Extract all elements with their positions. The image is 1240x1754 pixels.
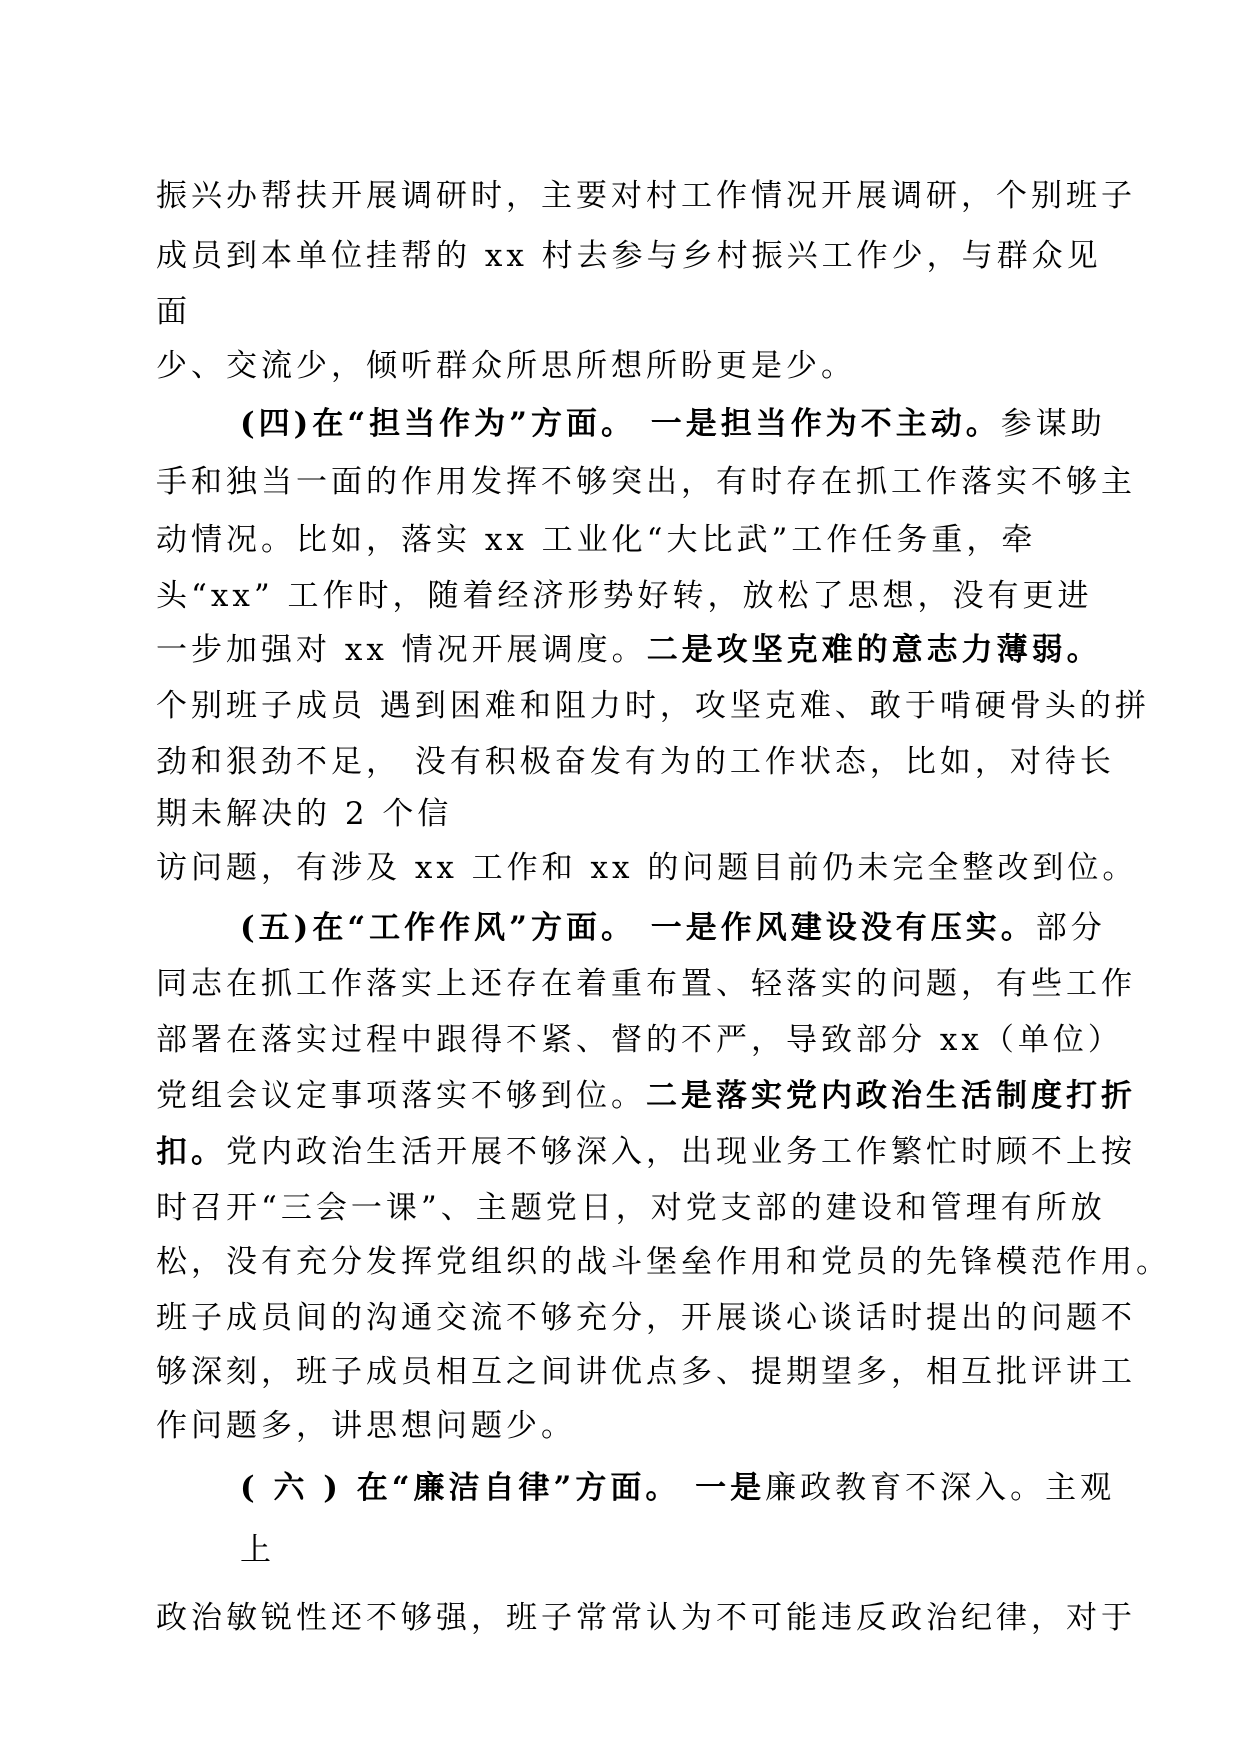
text-run: 廉政教育不深入。主观 — [765, 1470, 1116, 1506]
text-run: 访问题，有涉及 xx 工作和 xx 的问题目前仍未完全整改到位。 — [156, 850, 1138, 886]
text-line — [156, 848, 1137, 888]
text-run: 上 — [240, 1532, 275, 1568]
text-run: 松，没有充分发挥党组织的战斗堡垒作用和党员的先锋模范作用。 — [156, 1244, 1171, 1280]
text-run: 手和独当一面的作用发挥不够突出，有时存在抓工作落实不够主 — [156, 464, 1136, 500]
text-run: 时召开“三会一课”、主题党日，对党支部的建设和管理有所放 — [156, 1190, 1106, 1226]
section-heading-6 — [240, 1468, 1115, 1508]
text-run: 二是落实党内政治生活制度打折 — [646, 1078, 1136, 1114]
text-line — [156, 1406, 576, 1446]
text-run: 少、交流少，倾听群众所思所想所盼更是少。 — [156, 348, 856, 384]
text-run: 扣。 — [156, 1134, 226, 1170]
text-run: 成员到本单位挂帮的 xx 村去参与乡村振兴工作少，与群众见 — [156, 238, 1102, 274]
text-run: 二是攻坚克难的意志力薄弱。 — [646, 632, 1102, 668]
text-line — [156, 964, 1136, 1004]
text-line — [156, 630, 1102, 670]
text-line — [156, 236, 1102, 276]
section-heading-4 — [240, 404, 1106, 444]
text-line — [156, 1188, 1106, 1228]
text-line — [156, 1298, 1136, 1338]
text-line — [156, 794, 452, 834]
text-line — [240, 1530, 275, 1570]
text-line — [156, 1076, 1136, 1116]
text-run: 振兴办帮扶开展调研时，主要对村工作情况开展调研，个别班子 — [156, 178, 1136, 214]
text-run: 够深刻，班子成员相互之间讲优点多、提期望多，相互批评讲工 — [156, 1354, 1136, 1390]
text-run: 作问题多，讲思想问题少。 — [156, 1408, 576, 1444]
text-line — [156, 176, 1136, 216]
text-line — [156, 1352, 1136, 1392]
text-run: 党内政治生活开展不够深入，出现业务工作繁忙时顾不上按 — [226, 1134, 1136, 1170]
text-line — [156, 462, 1136, 502]
text-line — [156, 1132, 1136, 1172]
text-run: 部署在落实过程中跟得不紧、督的不严，导致部分 xx（单位） — [156, 1022, 1123, 1058]
text-run: (四)在“担当作为”方面。 一是担当作为不主动。 — [240, 406, 1001, 442]
text-run: 期未解决的 2 个信 — [156, 796, 453, 832]
text-run: 个别班子成员 遇到困难和阻力时，攻坚克难、敢于啃硬骨头的拼 — [156, 688, 1150, 724]
text-run: (五)在“工作作风”方面。 一是作风建设没有压实。 — [240, 910, 1036, 946]
text-line — [156, 686, 1150, 726]
text-run: 政治敏锐性还不够强，班子常常认为不可能违反政治纪律，对于 — [156, 1600, 1136, 1636]
text-run: 党组会议定事项落实不够到位。 — [156, 1078, 646, 1114]
text-run: 面 — [156, 294, 191, 330]
text-run: 参谋助 — [1000, 406, 1106, 442]
text-run: 头“xx” 工作时，随着经济形势好转，放松了思想，没有更进 — [156, 578, 1093, 614]
text-line — [156, 292, 191, 332]
text-line — [156, 1020, 1123, 1060]
text-line — [156, 742, 1115, 782]
text-line — [156, 576, 1093, 616]
section-heading-5 — [240, 908, 1106, 948]
text-run: ( 六 ) 在“廉洁自律”方面。 一是 — [240, 1470, 766, 1506]
text-run: 部分 — [1035, 910, 1106, 946]
text-line — [156, 520, 1036, 560]
text-run: 一步加强对 xx 情况开展调度。 — [156, 632, 647, 668]
text-run: 班子成员间的沟通交流不够充分，开展谈心谈话时提出的问题不 — [156, 1300, 1136, 1336]
text-line — [156, 1598, 1136, 1638]
text-line — [156, 346, 856, 386]
text-run: 同志在抓工作落实上还存在着重布置、轻落实的问题，有些工作 — [156, 966, 1136, 1002]
text-run: 动情况。比如，落实 xx 工业化“大比武”工作任务重，牵 — [156, 522, 1037, 558]
text-line — [156, 1242, 1171, 1282]
text-run: 劲和狠劲不足， 没有积极奋发有为的工作状态，比如，对待长 — [156, 744, 1115, 780]
